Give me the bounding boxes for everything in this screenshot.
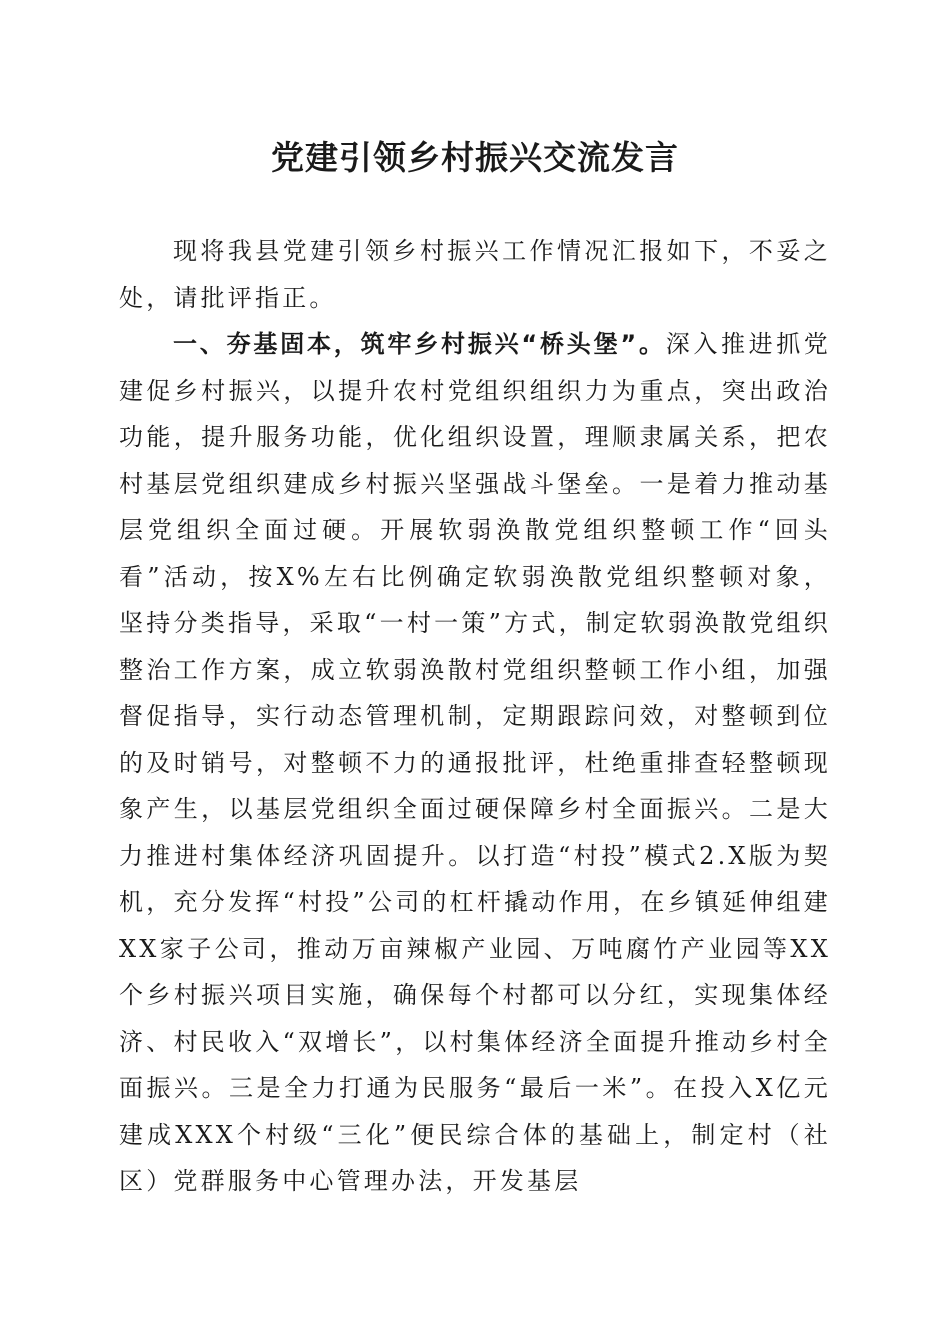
document-body	[119, 228, 831, 1205]
section-1-heading: 一、夯基固本，筑牢乡村振兴“桥头堡”。	[173, 330, 666, 358]
intro-paragraph: 现将我县党建引领乡村振兴工作情况汇报如下，不妥之处，请批评指正。	[119, 237, 831, 312]
section-1-paragraph	[119, 321, 831, 1205]
document-title: 党建引领乡村振兴交流发言	[271, 138, 679, 177]
section-1-body: 深入推进抓党建促乡村振兴，以提升农村党组织组织力为重点，突出政治功能，提升服务功能，优化组织设置，理顺隶属关系，把农村基层党组织建成乡村振兴坚强战斗堡垒。一是着力推动基层党组织全面过硬。开展软弱涣散党组织整顿工作“回头看”活动，按X%左右比例确定软弱涣散党组织整顿对象，坚持分类指导，采取“一村一策”方式，制定软弱涣散党组织整治工作方案，成立软弱涣散村党组织整顿工作小组，加强督促指导，实行动态管理机制，定期跟踪问效，对整顿到位的及时销号，对整顿不力的通报批评，杜绝重排查轻整顿现象产生，以基层党组织全面过硬保障乡村全面振兴。二是大力推进村集体经济巩固提升。以打造“村投”模式2.X版为契机，充分发挥“村投”公司的杠杆撬动作用，在乡镇延伸组建XX家子公司，推动万亩辣椒产业园、万吨腐竹产业园等XX个乡村振兴项目实施，确保每个村都可以分红，实现集体经济、村民收入“双增长”，以村集体经济全面提升推动乡村全面振兴。三是全力打通为民服务“最后一米”。在投入X亿元建成XXX个村级“三化”便民综合体的基础上，制定村（社区）党群服务中心管理办法，开发基层	[119, 330, 831, 1195]
